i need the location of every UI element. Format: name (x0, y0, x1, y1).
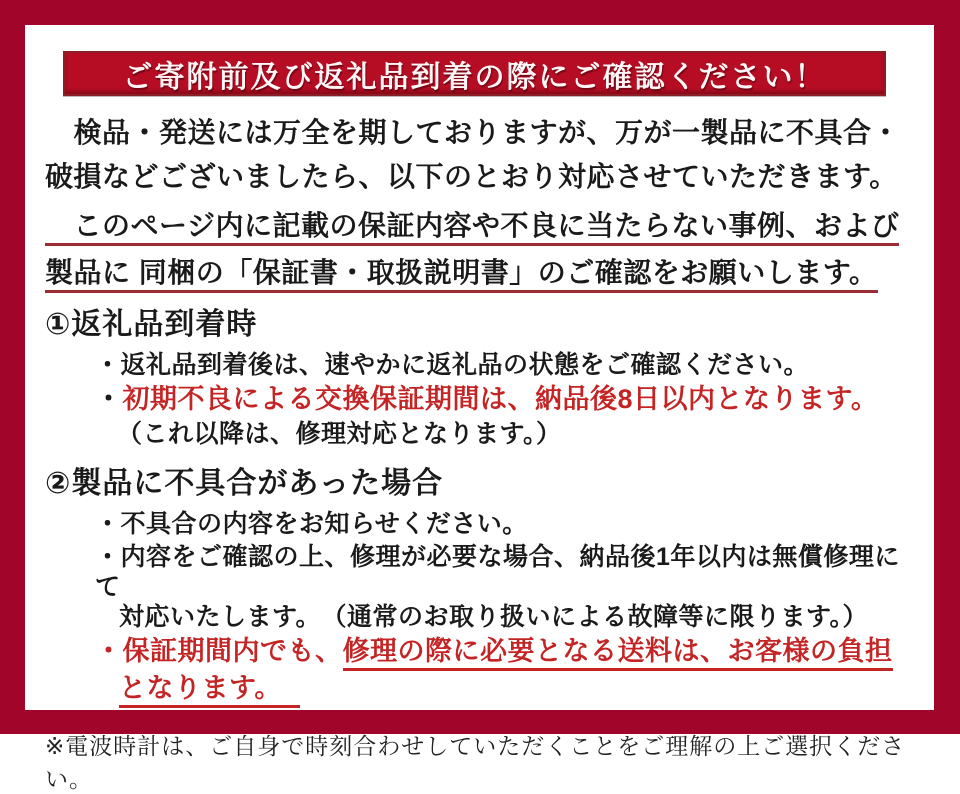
notice-line-2 (45, 251, 912, 295)
defect-bullet-shipping (95, 635, 912, 705)
section-defect-heading: ②製品に不具合があった場合 (45, 467, 444, 500)
arrival-bullet-note: （これ以降は、修理対応となります。） (117, 420, 562, 448)
notice-paragraph (45, 204, 912, 295)
defect-bullet-repair (95, 542, 912, 632)
defect-bullet-report: ・不具合の内容をお知らせください。 (95, 510, 528, 538)
section-arrival (45, 307, 912, 449)
shipping-prefix: ・保証期間内でも、 (95, 636, 343, 666)
defect-repair-line-1: ・内容をご確認の上、修理が必要な場合、納品後1年以内は無償修理にて (95, 543, 900, 601)
radio-clock-disclaimer: ※電波時計は、ご自身で時刻合わせしていただくことをご理解の上ご選択ください。 (45, 733, 906, 792)
notice-line-1-text: このページ内に記載の保証内容や不良に当たらない事例、および (45, 210, 899, 246)
intro-line-2: 破損などございましたら、以下のとおり対応させていただきます。 (45, 161, 898, 192)
shipping-underlined-text: 修理の際に必要となる送料は、お客様の負担 (343, 636, 893, 671)
defect-shipping-line-1 (95, 635, 912, 668)
arrival-bullet-warranty (95, 383, 912, 416)
notice-line-2-text: 製品に 同梱の「保証書・取扱説明書」のご確認をお願いします。 (45, 257, 878, 293)
notice-content-panel (25, 25, 934, 792)
notice-line-1 (45, 204, 912, 248)
defect-shipping-line-2 (119, 672, 912, 705)
header-banner-title: ご寄附前及び返礼品到着の際にご確認ください！ (122, 60, 827, 94)
intro-line-1: 検品・発送には万全を期しておりますが、万が一製品に不具合・ (45, 117, 901, 148)
header-banner (63, 51, 886, 96)
section-defect (45, 466, 912, 705)
arrival-bullet-check: ・返礼品到着後は、速やかに返礼品の状態をご確認ください。 (95, 351, 810, 379)
bullet-marker: ・ (95, 384, 123, 414)
defect-repair-line-2: 対応いたします。 （通常のお取り扱いによる故障等に限ります。） (119, 603, 869, 631)
shipping-line-2-text: となります。 (119, 673, 300, 708)
section-arrival-bullets (95, 350, 912, 449)
intro-paragraph (45, 111, 912, 199)
arrival-warranty-text: 初期不良による交換保証期間は、納品後8日以内となります。 (122, 384, 879, 414)
section-defect-bullets (95, 509, 912, 705)
notice-body (25, 111, 934, 794)
section-arrival-heading: ①返礼品到着時 (45, 308, 258, 341)
